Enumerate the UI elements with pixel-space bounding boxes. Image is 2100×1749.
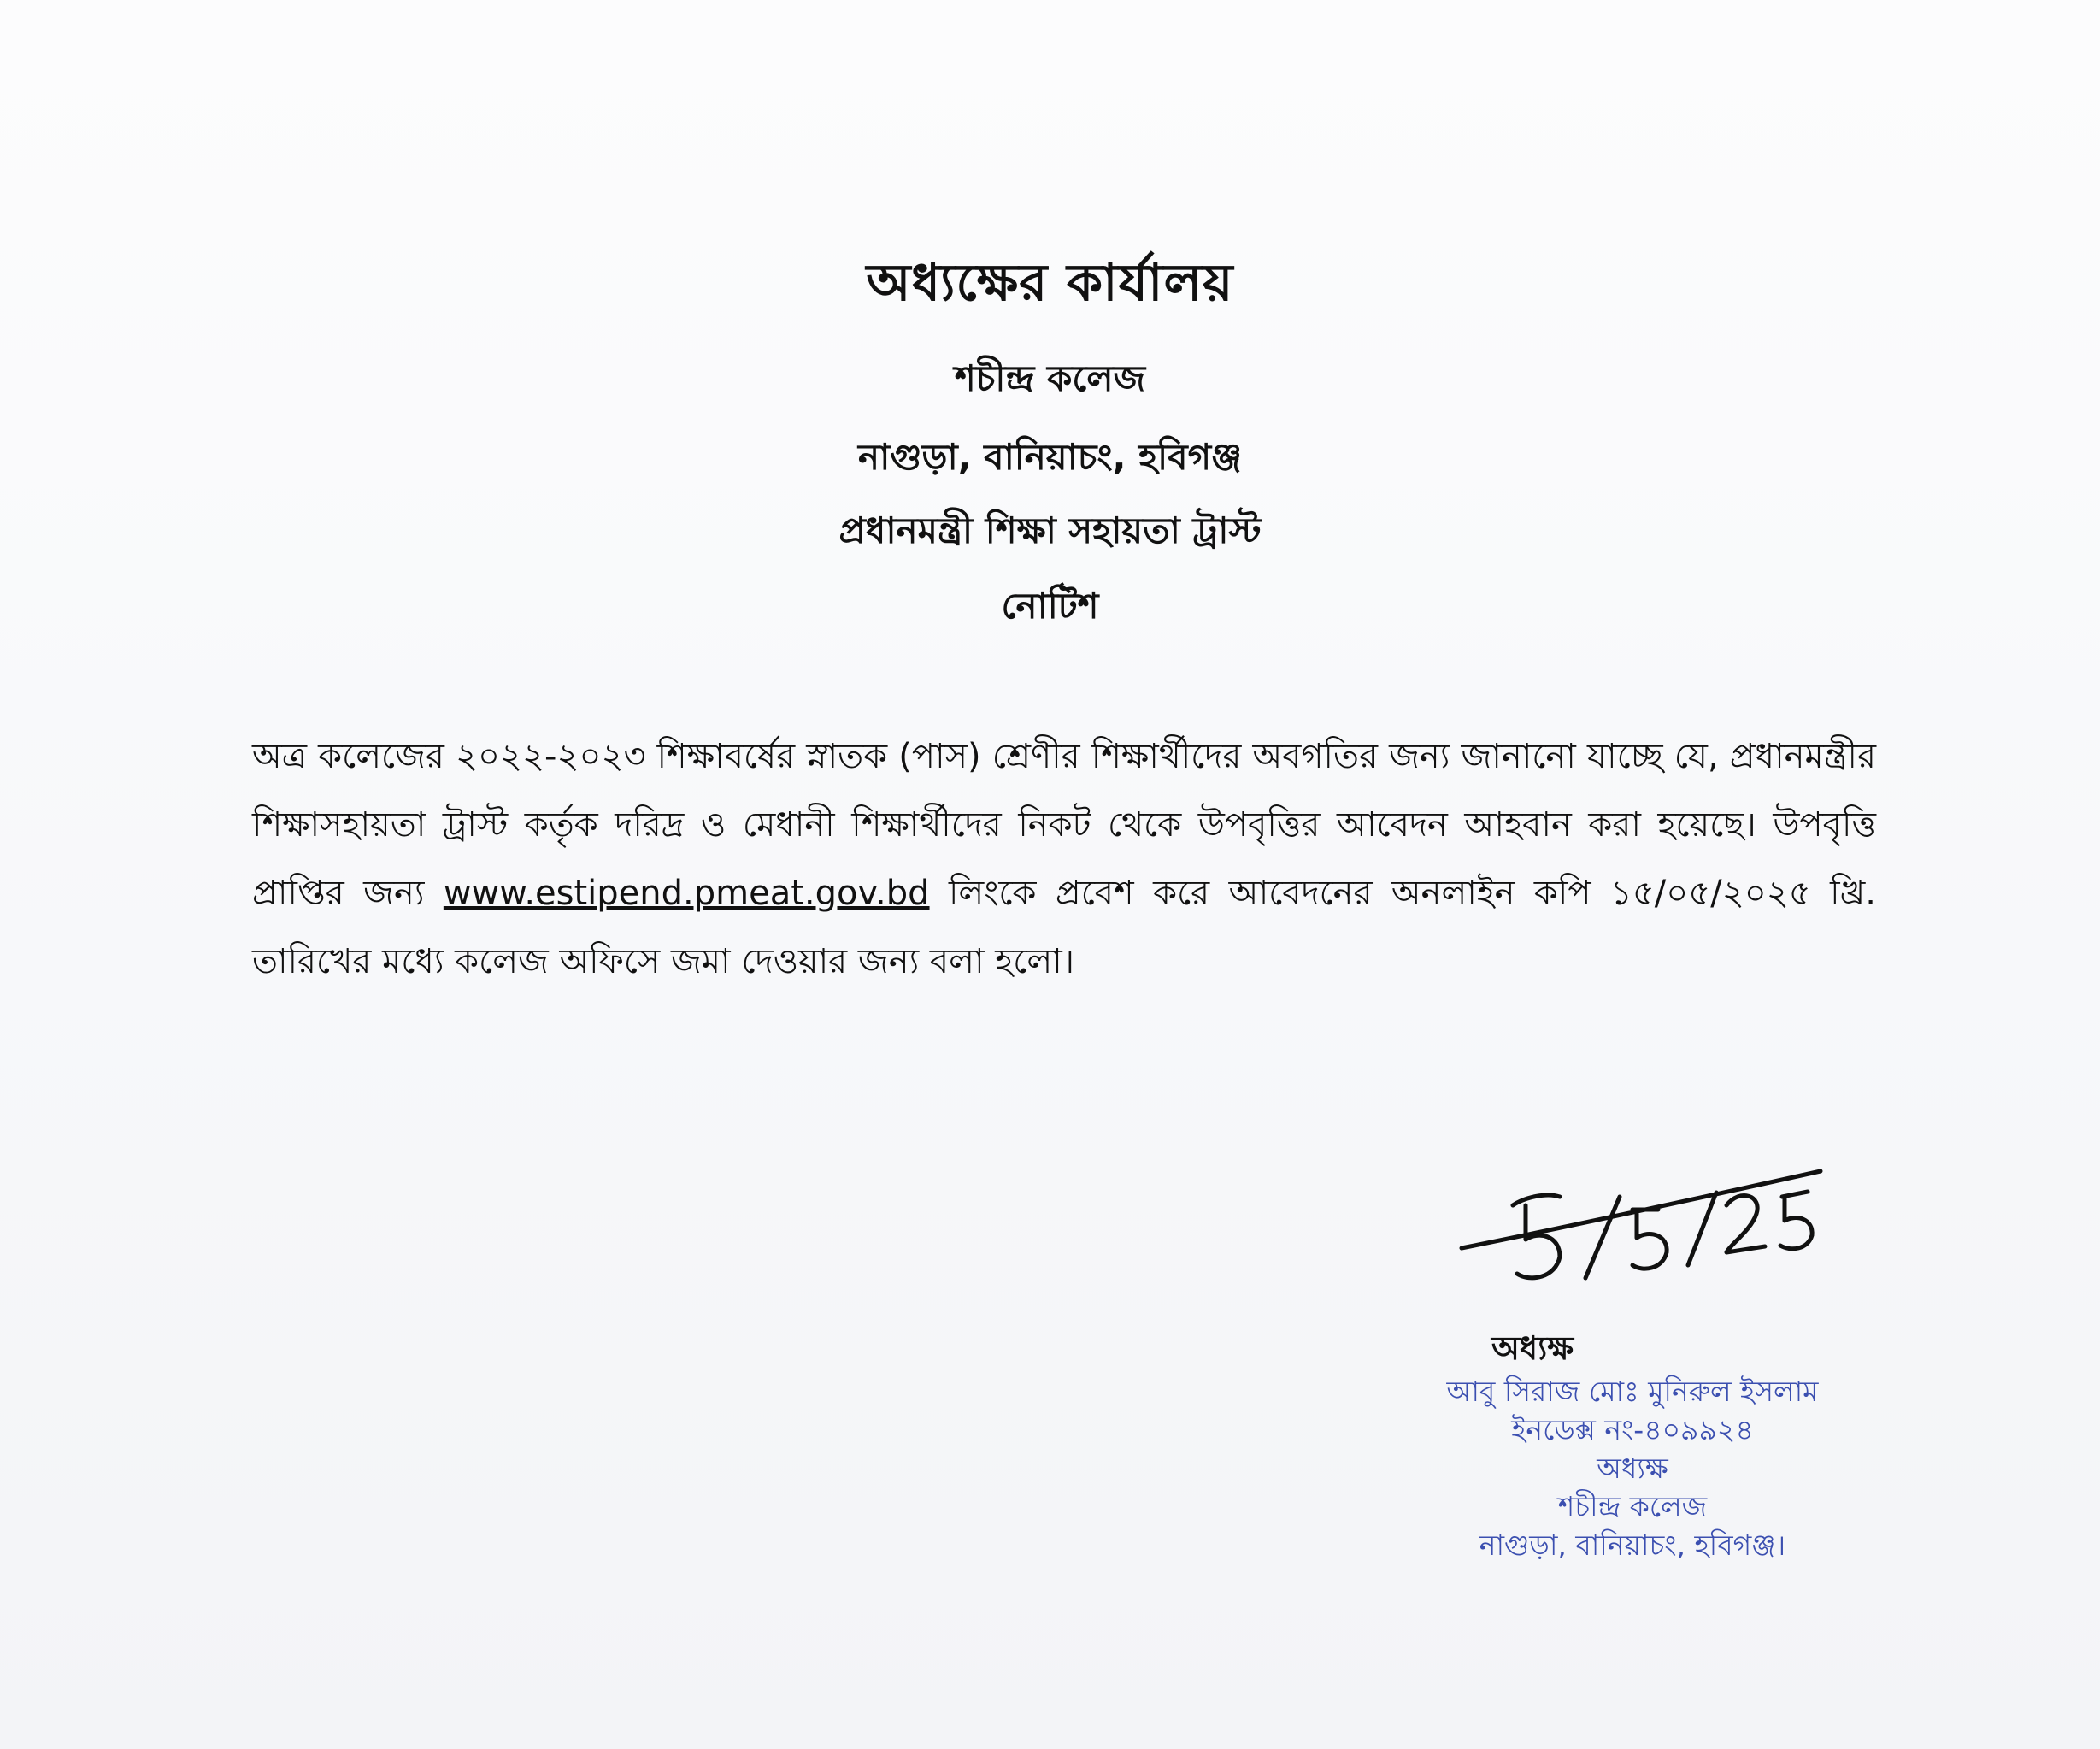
stamp-index-number: ইনডেক্স নং-৪০৯৯২৪	[1511, 1413, 1754, 1446]
notice-label: নোটিশ	[1001, 585, 1099, 627]
stamp-college: শচীন্দ্র কলেজ	[1557, 1490, 1708, 1523]
college-address: নাগুড়া, বানিয়াচং, হবিগঞ্জ	[858, 436, 1242, 478]
handwritten-signature	[1444, 1137, 1838, 1299]
notice-body	[252, 722, 1876, 996]
stamp-address: নাগুড়া, বানিয়াচং, হবিগঞ্জ।	[1479, 1528, 1786, 1562]
signatory-title: অধ্যক্ষ	[1491, 1329, 1574, 1367]
notice-text-after-link: লিংকে প্রবেশ করে আবেদনের অনলাইন কপি ১৫/০৫/২০২৫ খ্রি. তারিখের মধ্যে কলেজ অফিসে জমা দেওয়ার জন্য বলা হলো।	[252, 874, 1877, 981]
notice-text-before-link: অত্র কলেজের ২০২২-২০২৩ শিক্ষাবর্ষের স্নাতক (পাস) শ্রেণীর শিক্ষার্থীদের অবগতির জন্য জানানো যাচ্ছে যে, প্রধানমন্ত্রীর শিক্ষাসহায়তা ট্রাস্ট কর্তৃক দরিদ্র ও মেধানী শিক্ষার্থীদের নিকট থেকে উপবৃত্তির আবেদন আহবান করা হয়েছে। উপবৃত্তি প্রাপ্তির জন্য	[252, 737, 1876, 913]
trust-name: প্রধানমন্ত্রী শিক্ষা সহায়তা ট্রাস্ট	[838, 509, 1262, 551]
stamp-name: আবু সিরাজ মোঃ মুনিরুল ইসলাম	[1446, 1375, 1819, 1408]
office-title: অধ্যক্ষের কার্যালয়	[866, 253, 1234, 313]
college-name: শচীন্দ্র কলেজ	[954, 357, 1146, 399]
principal-stamp	[1333, 1372, 1932, 1564]
estipend-link[interactable]: www.estipend.pmeat.gov.bd	[443, 874, 930, 913]
stamp-designation: অধ্যক্ষ	[1597, 1452, 1668, 1485]
